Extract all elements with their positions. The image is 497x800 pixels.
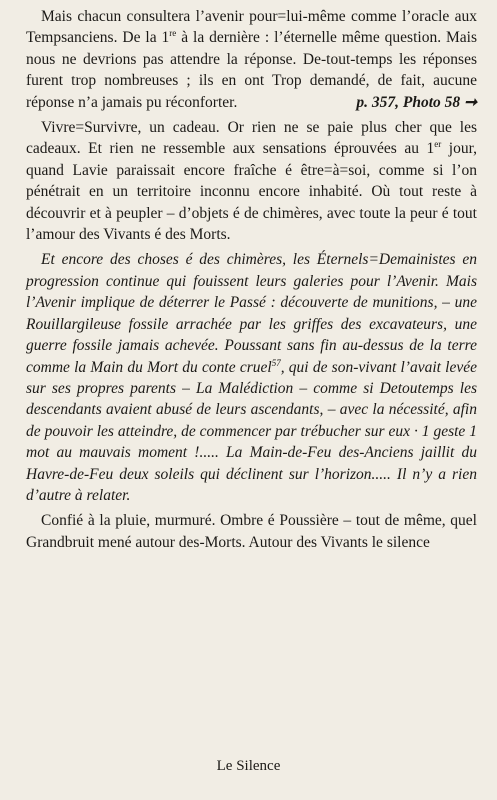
superscript: er	[434, 139, 442, 150]
paragraph-3	[26, 249, 477, 506]
running-footer: Le Silence	[216, 758, 281, 774]
superscript: re	[169, 28, 177, 39]
paragraph-4-text: Confié à la pluie, murmuré. Ombre é Poussière – tout de même, quel Grandbruit mené autour des-Morts. Autour des Vivants le silence	[26, 512, 477, 551]
paragraph-2-text-b: jour, quand Lavie paraissait encore fraîche é être=à=soi, comme si l’on pénétrait en un territoire inconnu encore inhabité. Où tout reste à découvrir et à peupler – d’objets é de chimères, avec toute la peur é tout l’amour des Vivants é des Morts.	[26, 140, 477, 244]
paragraph-1	[26, 6, 477, 113]
footnote-marker: 57	[271, 357, 281, 368]
photo-reference: p. 357, Photo 58 ➞	[356, 93, 477, 111]
paragraph-2-text-a: Vivre=Survivre, un cadeau. Or rien ne se paie plus cher que les cadeaux. Et rien ne ressemble aux sensations éprouvées au 1	[26, 119, 477, 158]
paragraph-4	[26, 510, 477, 553]
paragraph-1-text-a: Mais chacun consultera l’avenir pour=lui-même comme l’oracle aux Tempsanciens. De la 1	[26, 8, 477, 47]
page-body	[26, 6, 477, 557]
paragraph-3-text-a: Et encore des choses é des chimères, les Éternels=Demainistes en progression continue qui fouissent leurs galeries pour l’Avenir. Mais l’Avenir implique de déterrer le Passé : découverte de munitions, – une Rouillargileuse fossile arrachée par les griffes des excavateurs, une guerre fossile jamais achevée. Poussant sans fin au-dessus de la terre comme la Main du Mort du conte cruel	[26, 251, 477, 376]
paragraph-2	[26, 117, 477, 245]
paragraph-1-text-b: à la dernière : l’éternelle même question. Mais nous ne devrions pas attendre la réponse. De-tout-temps les réponses furent trop nombreuses ; ils en ont Trop demandé, de fait, aucune réponse n’a jamais pu réconforter.	[26, 29, 477, 111]
paragraph-3-text-b: , qui de son-vivant l’avait levée sur ses propres parents – La Malédiction – comme si Detoutemps les descendants avaient abusé de leurs ascendants, – avec la nécessité, afin de pouvoir les atteindre, de commencer par trébucher sur eux · 1 geste 1 mot au mauvais moment !..... La Main-de-Feu des-Anciens jaillit du Havre-de-Feu deux soleils qui déclinent sur l’horizon..... Il n’y a rien d’autre à relater.	[26, 358, 477, 504]
